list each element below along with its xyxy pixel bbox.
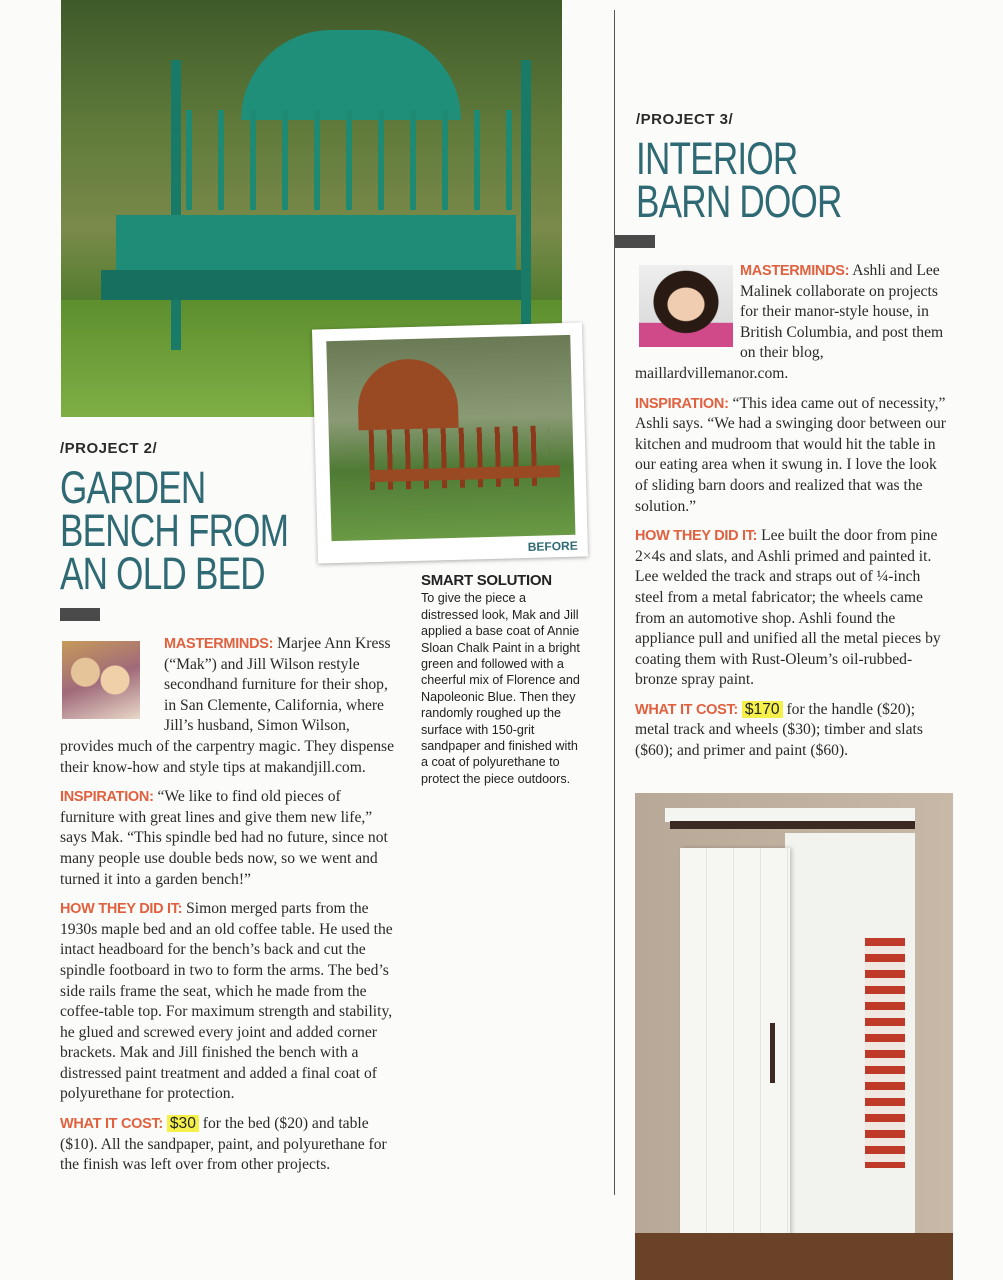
- inspiration-label: INSPIRATION:: [60, 789, 154, 806]
- before-bed-photo: [326, 335, 575, 541]
- inspiration-paragraph: [635, 394, 950, 518]
- inspiration-paragraph: [60, 787, 395, 890]
- smart-solution-box: [421, 573, 581, 787]
- barn-door-photo: [635, 793, 953, 1280]
- how-paragraph: [60, 899, 395, 1105]
- title-line: AN OLD BED: [60, 548, 265, 599]
- title-line: BARN DOOR: [636, 176, 842, 227]
- before-photo-frame: [312, 323, 588, 564]
- inspiration-text: “We like to find old pieces of furniture with great lines and give them new life,” says Mak. “This spindle bed had no future, since not many people use double beds now, so we went and turned it into a garden bench!”: [60, 788, 388, 888]
- smart-solution-heading: SMART SOLUTION: [421, 572, 552, 589]
- section-bar: [60, 608, 100, 621]
- before-label: BEFORE: [527, 538, 578, 554]
- masterminds-label: MASTERMINDS:: [164, 636, 274, 652]
- cost-amount: $170: [742, 701, 783, 718]
- project3-kicker: /PROJECT 3/: [636, 111, 734, 128]
- title-line: GARDEN: [60, 462, 206, 513]
- how-paragraph: [635, 526, 950, 691]
- masterminds-paragraph: [60, 634, 395, 778]
- cost-label: WHAT IT COST:: [60, 1116, 163, 1133]
- title-line: INTERIOR: [636, 133, 798, 184]
- masterminds-text: Marjee Ann Kress (“Mak”) and Jill Wilson restyle secondhand furniture for their shop, in San Clemente, California, where Jill’s husband, Simon Wilson, provides much of the carpentry magic. They dispense their know-how and style tips at makandjill.com.: [60, 635, 395, 776]
- smart-solution-text: To give the piece a distressed look, Mak and Jill applied a base coat of Annie Sloan Chalk Paint in a bright green and followed with a cheerful mix of Florence and Napoleonic Blue. Then they randomly roughed up the surface with 150-grit sandpaper and finished with a coat of polyurethane to protect the piece outdoors.: [421, 591, 580, 786]
- how-text: Simon merged parts from the 1930s maple bed and an old coffee table. He used the intact headboard for the bench’s back and cut the spindle footboard in two to form the arms. The bed’s side rails frame the seat, which he made from the coffee-table top. For maximum strength and stability, he glued and screwed every joint and added corner brackets. Mak and Jill finished the bench with a distressed paint treatment and added a final coat of polyurethane for protection.: [60, 900, 393, 1103]
- inspiration-text: “This idea came out of necessity,” Ashli says. “We had a swinging door between our kitchen and mudroom that would hit the table in our eating area when it swung in. I love the look of sliding barn doors and realized that was the solution.”: [635, 394, 946, 515]
- masterminds-text: Ashli and Lee Malinek collaborate on projects for their manor-style house, in British Columbia, and post them on their blog, maillardvillemanor.com.: [635, 262, 944, 382]
- masterminds-paragraph: [635, 261, 950, 385]
- cost-paragraph: [635, 700, 950, 762]
- how-text: Lee built the door from pine 2×4s and slats, and Ashli primed and painted it. Lee welded the track and straps out of ¼-inch steel from a metal fabricator; the wheels came from an automotive shop. Ashli found the appliance pull and unified all the metal pieces by coating them with Rust-Oleum’s oil-rubbed-bronze spray paint.: [635, 527, 941, 689]
- cost-amount: $30: [167, 1115, 199, 1132]
- project2-title: [60, 462, 289, 599]
- project3-body: [635, 261, 950, 771]
- project2-kicker: /PROJECT 2/: [60, 440, 158, 457]
- how-label: HOW THEY DID IT:: [635, 528, 758, 545]
- inspiration-label: INSPIRATION:: [635, 395, 729, 412]
- masterminds-label: MASTERMINDS:: [740, 263, 850, 279]
- column-divider: [614, 10, 615, 1195]
- cost-label: WHAT IT COST:: [635, 701, 738, 718]
- cost-text: for the handle ($20); metal track and wheels ($30); timber and slats ($60); and primer and paint ($60).: [635, 700, 923, 760]
- cost-paragraph: [60, 1114, 395, 1176]
- project2-body: [60, 634, 395, 1185]
- project3-title: [636, 133, 842, 227]
- how-label: HOW THEY DID IT:: [60, 901, 183, 918]
- section-bar: [615, 235, 655, 248]
- cost-text: for the bed ($20) and table ($10). All the sandpaper, paint, and polyurethane for the finish was left over from other projects.: [60, 1115, 387, 1174]
- title-line: BENCH FROM: [60, 505, 289, 556]
